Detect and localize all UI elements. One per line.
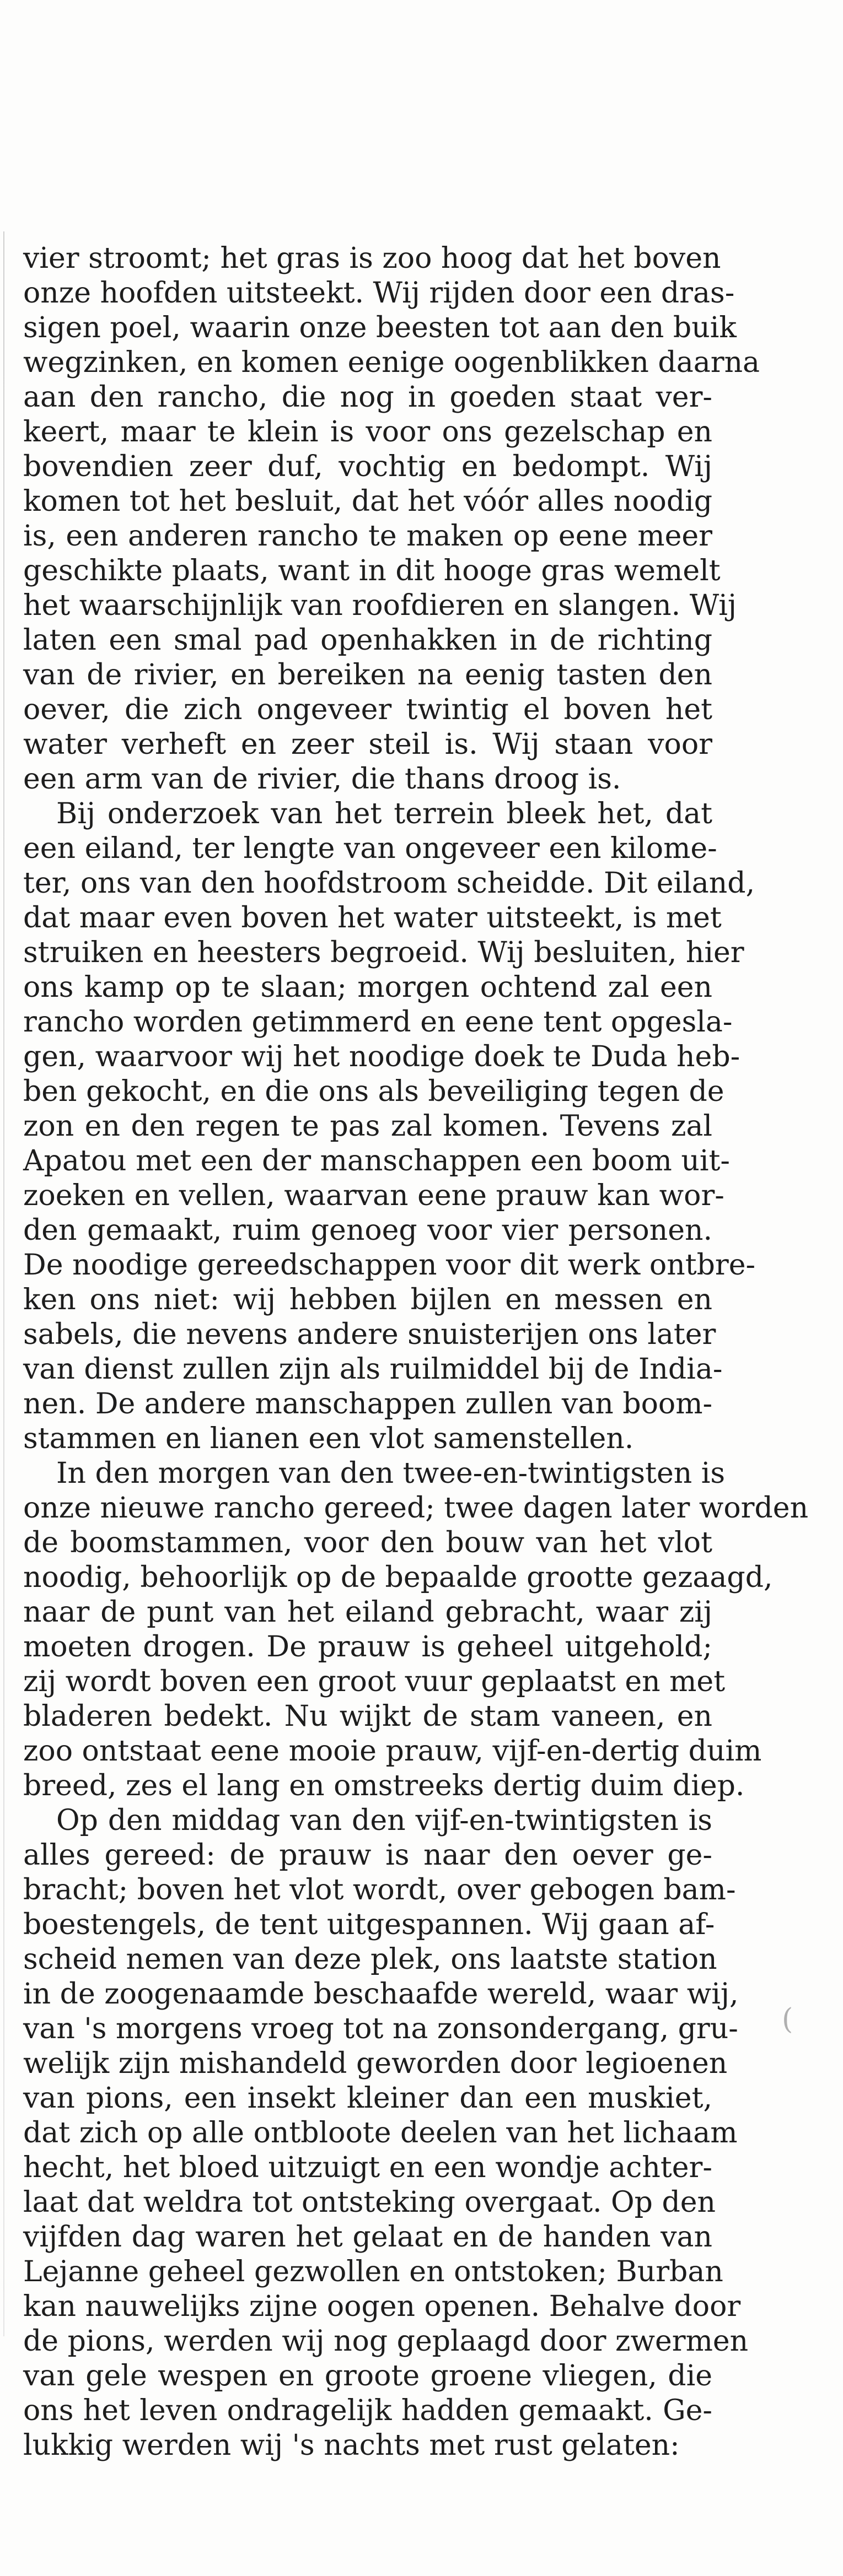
- text-line: oever, die zich ongeveer twintig el boven het: [23, 693, 712, 726]
- text-line: zon en den regen te pas zal komen. Tevens zal: [23, 1110, 712, 1143]
- text-line: Op den middag van den vijf-en-twintigsten is: [56, 1804, 712, 1837]
- text-line: vier stroomt; het gras is zoo hoog dat het boven: [23, 242, 721, 275]
- text-line: geschikte plaats, want in dit hooge gras wemelt: [23, 554, 721, 587]
- text-line: laat dat weldra tot ontsteking overgaat. Op den: [23, 2186, 716, 2219]
- text-line: een eiland, ter lengte van ongeveer een kilome-: [23, 832, 717, 865]
- left-margin-line: [3, 231, 4, 2336]
- text-line: Bij onderzoek van het terrein bleek het, dat: [56, 797, 712, 830]
- text-line: het waarschijnlijk van roofdieren en slangen. Wij: [23, 589, 737, 622]
- text-line: sigen poel, waarin onze beesten tot aan den buik: [23, 311, 737, 344]
- text-line: De noodige gereedschappen voor dit werk ontbre-: [23, 1249, 756, 1282]
- text-line: Apatou met een der manschappen een boom uit-: [23, 1144, 730, 1178]
- text-line: onze hoofden uitsteekt. Wij rijden door een dras-: [23, 277, 735, 310]
- text-line: scheid nemen van deze plek, ons laatste station: [23, 1943, 717, 1976]
- text-line: water verheft en zeer steil is. Wij staan voor: [23, 728, 712, 761]
- text-line: den gemaakt, ruim genoeg voor vier personen.: [23, 1214, 712, 1247]
- text-line: noodig, behoorlijk op de bepaalde grootte gezaagd,: [23, 1561, 773, 1594]
- text-line: ben gekocht, en die ons als beveiliging tegen de: [23, 1075, 724, 1108]
- text-line: zij wordt boven een groot vuur geplaatst en met: [23, 1665, 726, 1698]
- text-line: bracht; boven het vlot wordt, over gebogen bam-: [23, 1873, 736, 1907]
- text-line: welijk zijn mishandeld geworden door legioenen: [23, 2047, 728, 2080]
- text-line: dat maar even boven het water uitsteekt, is met: [23, 901, 722, 935]
- text-line: In den morgen van den twee-en-twintigsten is: [56, 1457, 726, 1490]
- text-line: lukkig werden wij 's nachts met rust gelaten:: [23, 2429, 680, 2462]
- text-line: hecht, het bloed uitzuigt en een wondje achter-: [23, 2151, 712, 2184]
- text-line: struiken en heesters begroeid. Wij besluiten, hier: [23, 936, 744, 969]
- text-line: in de zoogenaamde beschaafde wereld, waar wij,: [23, 1978, 739, 2011]
- text-line: van pions, een insekt kleiner dan een muskiet,: [23, 2082, 712, 2115]
- text-line: nen. De andere manschappen zullen van boom-: [23, 1387, 713, 1421]
- text-line: aan den rancho, die nog in goeden staat ver-: [23, 381, 712, 414]
- text-line: bovendien zeer duf, vochtig en bedompt. Wij: [23, 450, 712, 483]
- text-line: ons kamp op te slaan; morgen ochtend zal een: [23, 971, 712, 1004]
- text-line: bladeren bedekt. Nu wijkt de stam vaneen, en: [23, 1700, 712, 1733]
- text-line: van de rivier, en bereiken na eenig tasten den: [23, 658, 712, 692]
- right-margin-mark: (: [782, 2003, 793, 2036]
- text-line: stammen en lianen een vlot samenstellen.: [23, 1422, 634, 1455]
- text-line: breed, zes el lang en omstreeks dertig duim diep.: [23, 1769, 745, 1802]
- text-line: boestengels, de tent uitgespannen. Wij gaan af-: [23, 1908, 715, 1941]
- text-line: van 's morgens vroeg tot na zonsondergang, gru-: [23, 2012, 738, 2045]
- text-line: ter, ons van den hoofdstroom scheidde. Dit eiland,: [23, 867, 755, 900]
- text-line: de pions, werden wij nog geplaagd door zwermen: [23, 2325, 749, 2358]
- text-line: alles gereed: de prauw is naar den oever ge-: [23, 1839, 712, 1872]
- text-line: is, een anderen rancho te maken op eene meer: [23, 520, 712, 553]
- text-line: wegzinken, en komen eenige oogenblikken daarna: [23, 346, 760, 379]
- text-line: van dienst zullen zijn als ruilmiddel bij de India-: [23, 1353, 723, 1386]
- text-line: onze nieuwe rancho gereed; twee dagen later worden: [23, 1492, 809, 1525]
- text-line: ken ons niet: wij hebben bijlen en messen en: [23, 1283, 712, 1316]
- text-line: laten een smal pad openhakken in de richting: [23, 624, 712, 657]
- text-line: keert, maar te klein is voor ons gezelschap en: [23, 415, 712, 449]
- text-line: komen tot het besluit, dat het vóór alles noodig: [23, 485, 713, 518]
- text-line: kan nauwelijks zijne oogen openen. Behalve door: [23, 2290, 741, 2323]
- text-line: naar de punt van het eiland gebracht, waar zij: [23, 1596, 712, 1629]
- text-line: een arm van de rivier, die thans droog is.: [23, 763, 621, 796]
- text-line: de boomstammen, voor den bouw van het vlot: [23, 1526, 712, 1559]
- text-line: rancho worden getimmerd en eene tent opgesla-: [23, 1006, 733, 1039]
- text-line: sabels, die nevens andere snuisterijen ons later: [23, 1318, 716, 1351]
- text-line: gen, waarvoor wij het noodige doek te Duda heb-: [23, 1040, 740, 1073]
- text-line: zoo ontstaat eene mooie prauw, vijf-en-dertig duim: [23, 1735, 762, 1768]
- text-line: van gele wespen en groote groene vliegen, die: [23, 2359, 712, 2393]
- text-line: dat zich op alle ontbloote deelen van het lichaam: [23, 2116, 738, 2150]
- text-line: ons het leven ondragelijk hadden gemaakt. Ge-: [23, 2394, 712, 2427]
- body-text: [23, 241, 809, 2463]
- text-line: moeten drogen. De prauw is geheel uitgehold;: [23, 1630, 712, 1664]
- text-line: zoeken en vellen, waarvan eene prauw kan wor-: [23, 1179, 724, 1212]
- text-line: vijfden dag waren het gelaat en de handen van: [23, 2221, 712, 2254]
- text-line: Lejanne geheel gezwollen en ontstoken; Burban: [23, 2255, 723, 2288]
